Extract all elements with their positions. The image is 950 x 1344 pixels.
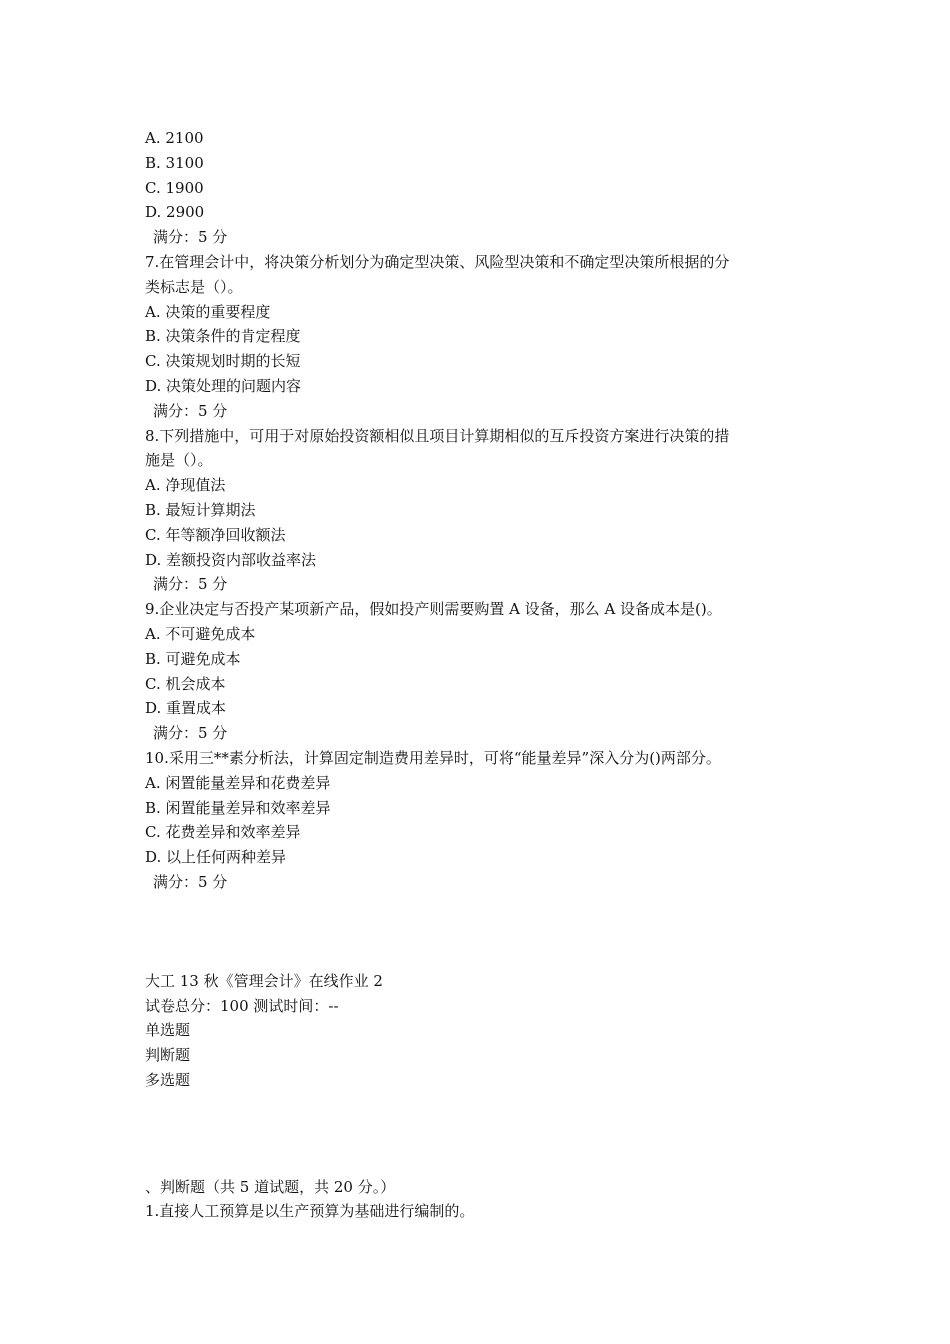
section-header: 、判断题（共 5 道试题，共 20 分。）	[145, 1177, 396, 1196]
question-9	[145, 597, 815, 746]
paper-header	[145, 969, 815, 1093]
option-b: B. 最短计算期法	[145, 500, 256, 519]
spacer	[145, 895, 815, 969]
option-c: C. 年等额净回收额法	[145, 525, 286, 544]
score-label: 满分：5 分	[153, 872, 228, 891]
option-b: B. 决策条件的肯定程度	[145, 327, 301, 346]
question-10	[145, 746, 815, 895]
option-d: D. 差额投资内部收益率法	[145, 550, 317, 569]
score-label: 满分：5 分	[153, 575, 228, 594]
option-d: D. 2900	[145, 203, 205, 222]
paper-meta: 试卷总分：100 测试时间：--	[145, 996, 339, 1015]
score-label: 满分：5 分	[153, 724, 228, 743]
document-content	[145, 126, 815, 1224]
question-stem: 10.采用三**素分析法，计算固定制造费用差异时，可将“能量差异”深入分为()两部分。	[145, 748, 721, 767]
section-link-single-choice[interactable]: 单选题	[145, 1021, 191, 1040]
option-c: C. 1900	[145, 178, 204, 197]
option-a: A. 净现值法	[145, 476, 226, 495]
question-stem-line: 8.下列措施中，可用于对原始投资额相似且项目计算期相似的互斥投资方案进行决策的措	[145, 426, 730, 445]
spacer	[145, 1093, 815, 1175]
option-c: C. 决策规划时期的长短	[145, 352, 301, 371]
question-stem-line: 施是（）。	[145, 451, 213, 470]
question-stem: 1.直接人工预算是以生产预算为基础进行编制的。	[145, 1202, 475, 1221]
option-a: A. 闲置能量差异和花费差异	[145, 773, 331, 792]
option-a: A. 不可避免成本	[145, 624, 256, 643]
option-a: A. 2100	[145, 129, 204, 147]
option-c: C. 花费差异和效率差异	[145, 823, 301, 842]
option-b: B. 可避免成本	[145, 649, 241, 668]
option-a: A. 决策的重要程度	[145, 302, 271, 321]
paper-title: 大工 13 秋《管理会计》在线作业 2	[145, 971, 383, 990]
question-stem: 9.企业决定与否投产某项新产品，假如投产则需要购置 A 设备，那么 A 设备成本是()。	[145, 600, 722, 619]
section-link-true-false[interactable]: 判断题	[145, 1046, 191, 1065]
option-d: D. 决策处理的问题内容	[145, 376, 302, 395]
judge-section	[145, 1175, 815, 1225]
question-stem-line: 类标志是（）。	[145, 277, 243, 296]
question-7	[145, 250, 815, 424]
question-6	[145, 126, 815, 250]
option-b: B. 3100	[145, 153, 204, 172]
question-8	[145, 424, 815, 598]
question-stem-line: 7.在管理会计中，将决策分析划分为确定型决策、风险型决策和不确定型决策所根据的分	[145, 252, 730, 271]
option-c: C. 机会成本	[145, 674, 226, 693]
option-d: D. 以上任何两种差异	[145, 848, 287, 867]
score-label: 满分：5 分	[153, 401, 228, 420]
option-b: B. 闲置能量差异和效率差异	[145, 798, 331, 817]
score-label: 满分：5 分	[153, 228, 228, 247]
option-d: D. 重置成本	[145, 699, 227, 718]
section-link-multiple-choice[interactable]: 多选题	[145, 1070, 191, 1089]
